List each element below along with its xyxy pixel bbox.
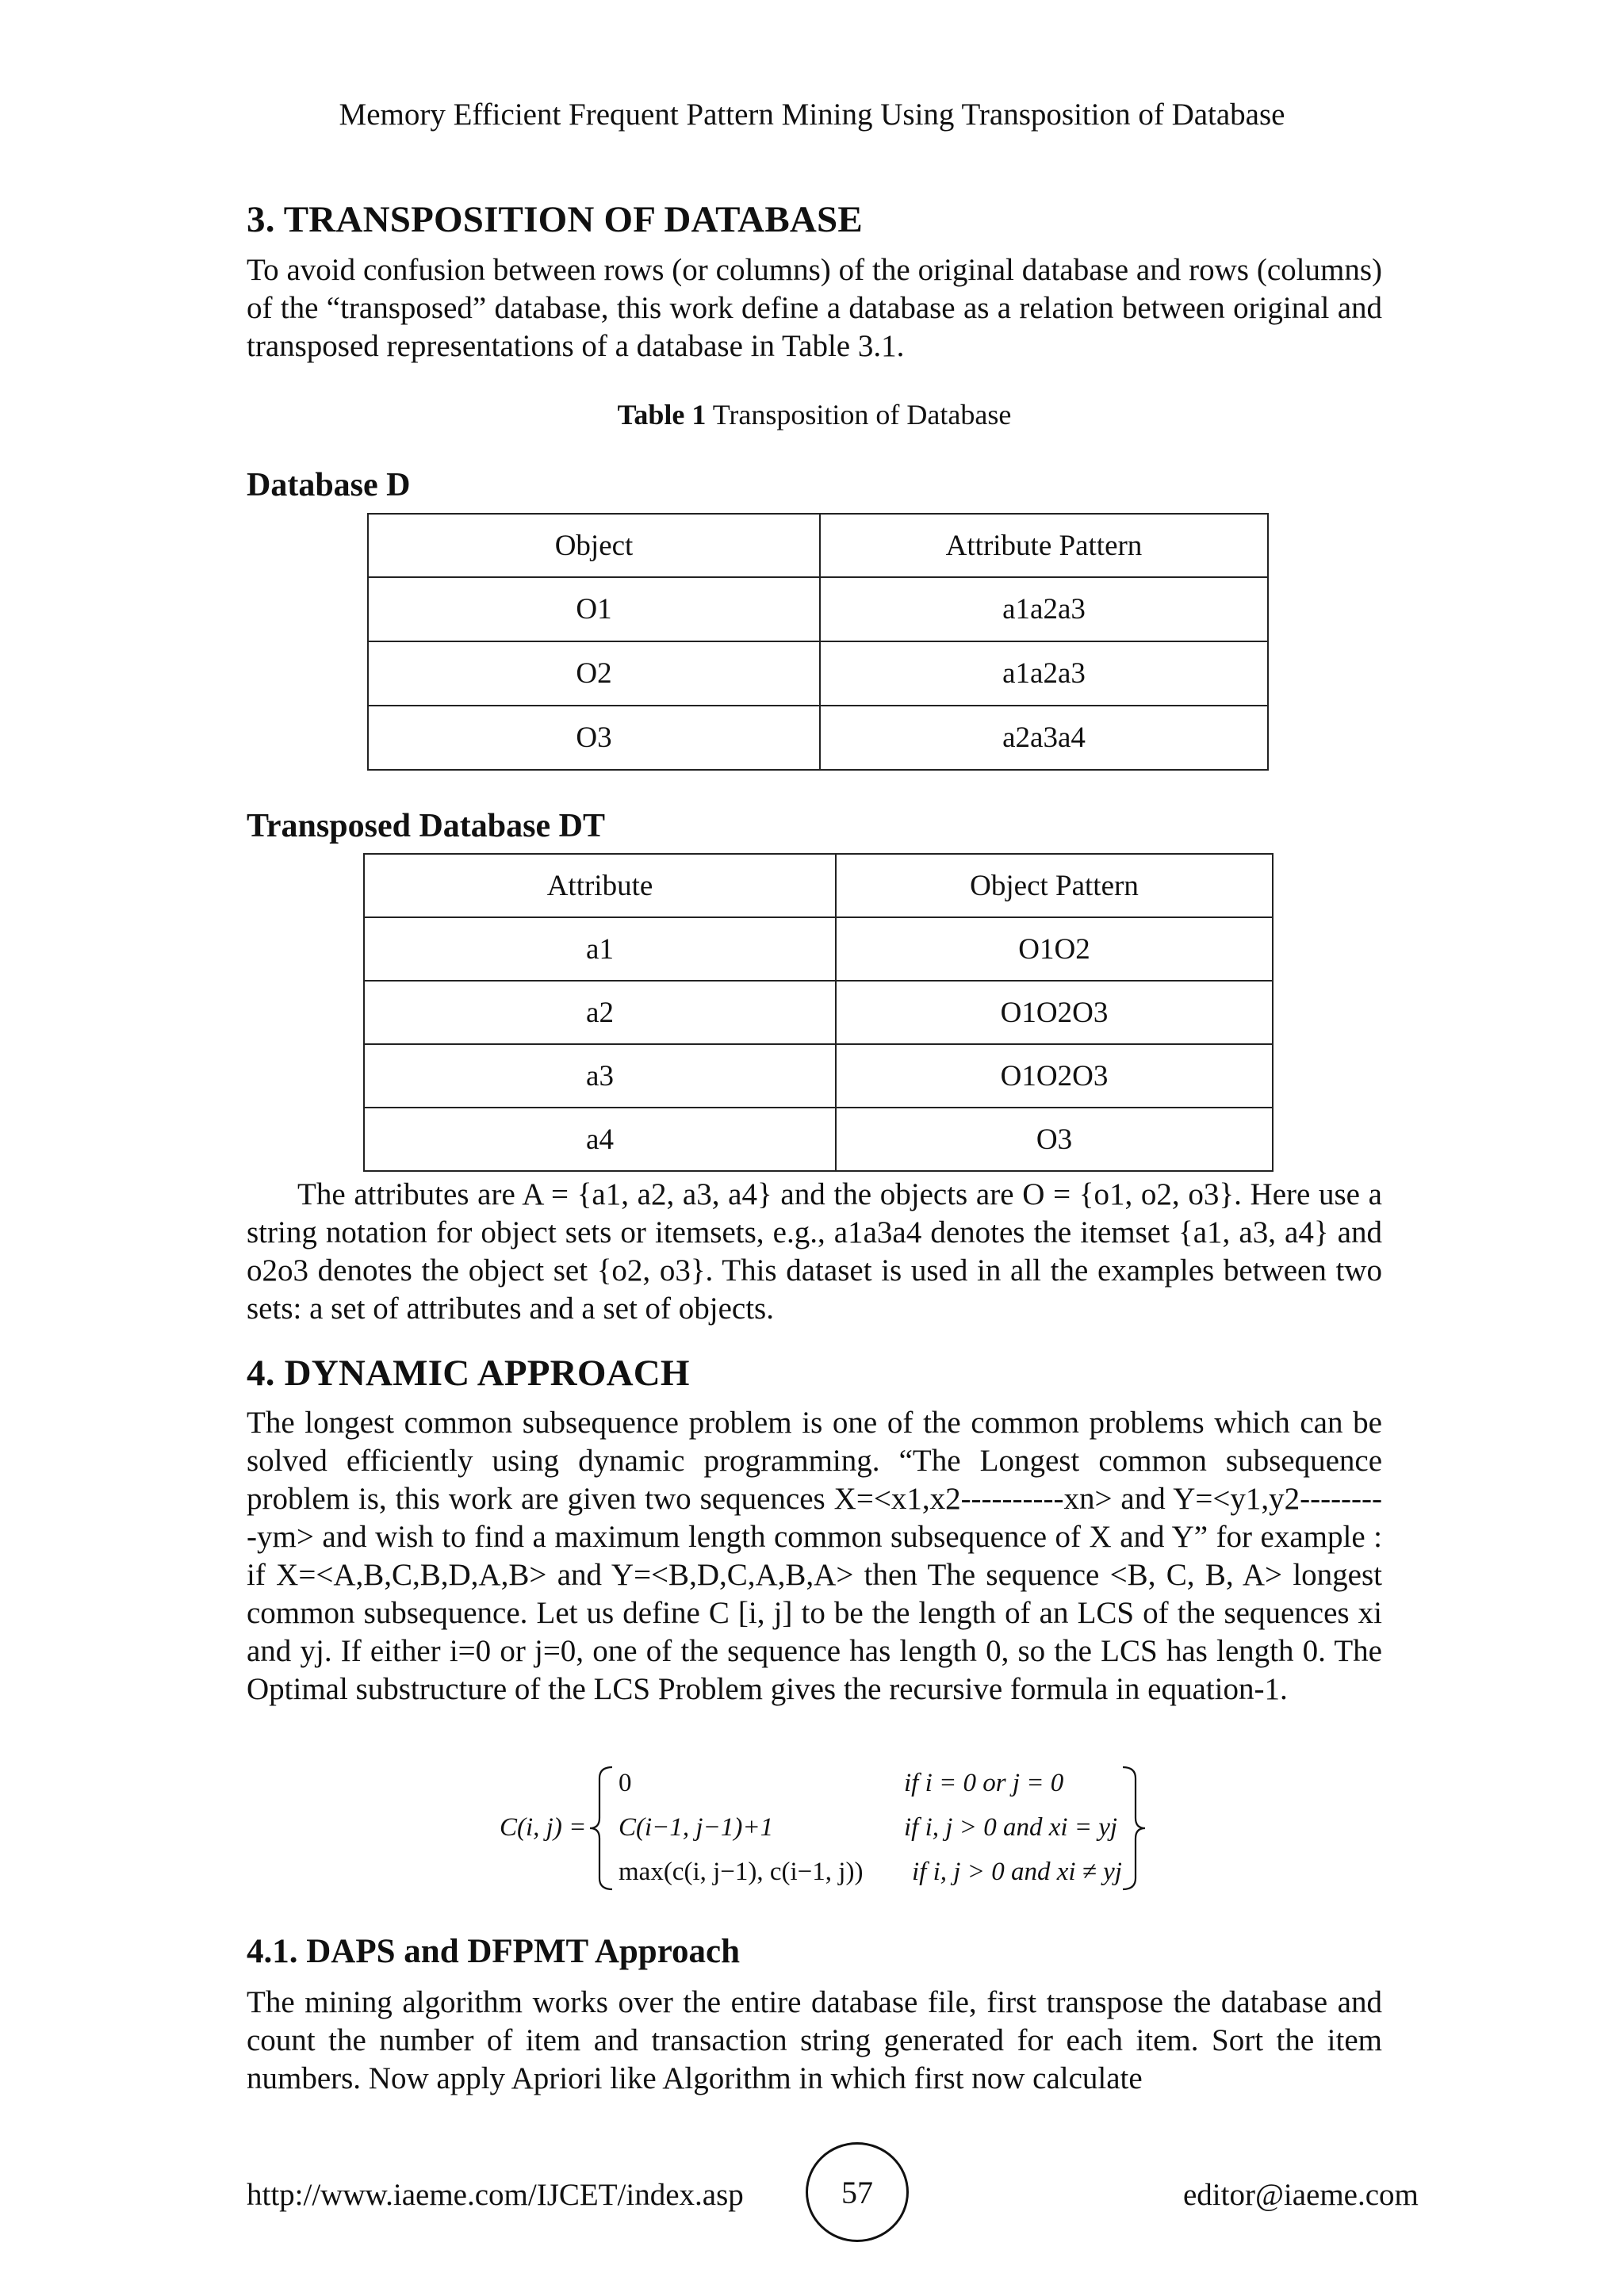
table-row — [368, 706, 1268, 770]
table-caption-text: Transposition of Database — [706, 399, 1012, 430]
table-header-cell: Object — [368, 514, 820, 577]
transposed-database-table — [363, 853, 1274, 1172]
equation-case-2: C(i−1, j−1)+1 — [619, 1813, 774, 1842]
attributes-paragraph: The attributes are A = {a1, a2, a3, a4} and the objects are O = {o1, o2, o3}. Here use a string notation for object sets or itemsets, e.g., a1a3a4 denotes the itemset {a1, a3, a4} and o2o3 denotes the object set {o2, o3}. This dataset is used in all the examples between two sets: a set of attributes and a set of objects. — [247, 1177, 1382, 1326]
section-4-heading: 4. DYNAMIC APPROACH — [247, 1353, 690, 1394]
table-row — [364, 981, 1273, 1044]
database-d-table — [367, 513, 1269, 771]
table-header-cell: Attribute — [364, 854, 836, 917]
table-header-row — [364, 854, 1273, 917]
section-3-intro: To avoid confusion between rows (or columns) of the original database and rows (columns) of the “transposed” database, this work define a database as a relation between original and transposed representations of a database in Table 3.1. — [247, 253, 1382, 363]
table-caption-label: Table 1 — [617, 399, 707, 430]
table-cell: O1O2O3 — [836, 1044, 1273, 1108]
table-cell: O3 — [836, 1108, 1273, 1171]
equation-condition-1: if i = 0 or j = 0 — [904, 1769, 1064, 1797]
transposed-database-label: Transposed Database DT — [247, 808, 605, 844]
page-number: 57 — [806, 2142, 909, 2242]
section-3-heading: 3. TRANSPOSITION OF DATABASE — [247, 199, 863, 240]
table-cell: O1O2O3 — [836, 981, 1273, 1044]
table-header-cell: Attribute Pattern — [820, 514, 1268, 577]
table-cell: O1 — [368, 577, 820, 641]
right-brace-icon — [1120, 1766, 1147, 1891]
table-cell: a2 — [364, 981, 836, 1044]
table-cell: a4 — [364, 1108, 836, 1171]
table-row — [364, 917, 1273, 981]
table-cell: a1 — [364, 917, 836, 981]
table-row — [364, 1108, 1273, 1171]
equation-case-3: max(c(i, j−1), c(i−1, j)) — [619, 1858, 864, 1886]
table-header-row — [368, 514, 1268, 577]
database-d-label: Database D — [247, 467, 411, 503]
table-cell: a1a2a3 — [820, 641, 1268, 706]
table-cell: a1a2a3 — [820, 577, 1268, 641]
left-brace-icon — [588, 1766, 615, 1891]
lcs-recursive-equation — [500, 1764, 1150, 1899]
table-cell: a2a3a4 — [820, 706, 1268, 770]
table-cell: a3 — [364, 1044, 836, 1108]
table-row — [368, 577, 1268, 641]
equation-condition-2: if i, j > 0 and xi = yj — [904, 1813, 1118, 1842]
footer-email-link[interactable]: editor@iaeme.com — [1183, 2178, 1419, 2212]
equation-lhs: C(i, j) = — [500, 1813, 587, 1842]
equation-condition-3: if i, j > 0 and xi ≠ yj — [912, 1858, 1122, 1886]
table-cell: O1O2 — [836, 917, 1273, 981]
table-row — [364, 1044, 1273, 1108]
equation-case-1: 0 — [619, 1769, 632, 1797]
footer-url-link[interactable]: http://www.iaeme.com/IJCET/index.asp — [247, 2178, 744, 2212]
running-header: Memory Efficient Frequent Pattern Mining Using Transposition of Database — [339, 98, 1285, 132]
table-header-cell: Object Pattern — [836, 854, 1273, 917]
section-4-1-body: The mining algorithm works over the entire database file, first transpose the database and count the number of item and transaction string generated for each item. Sort the item numbers. Now apply Apriori like Algorithm in which first now calculate — [247, 1985, 1382, 2095]
table-cell: O3 — [368, 706, 820, 770]
table-cell: O2 — [368, 641, 820, 706]
section-4-body: The longest common subsequence problem is one of the common problems which can be solved efficiently using dynamic programming. “The Longest common subsequence problem is, this work are given two sequences X=<x1,x2----------xn> and Y=<y1,y2---------ym> and wish to find a maximum length common subsequence of X and Y” for example : if X=<A,B,C,B,D,A,B> and Y=<B,D,C,A,B,A> then The sequence <B, C, B, A> longest common subsequence. Let us define C [i, j] to be the length of an LCS of the sequences xi and yj. If either i=0 or j=0, one of the sequence has length 0, so the LCS has length 0. The Optimal substructure of the LCS Problem gives the recursive formula in equation-1. — [247, 1406, 1382, 1706]
table-row — [368, 641, 1268, 706]
table-caption — [247, 398, 1382, 431]
section-4-1-heading: 4.1. DAPS and DFPMT Approach — [247, 1933, 741, 1970]
